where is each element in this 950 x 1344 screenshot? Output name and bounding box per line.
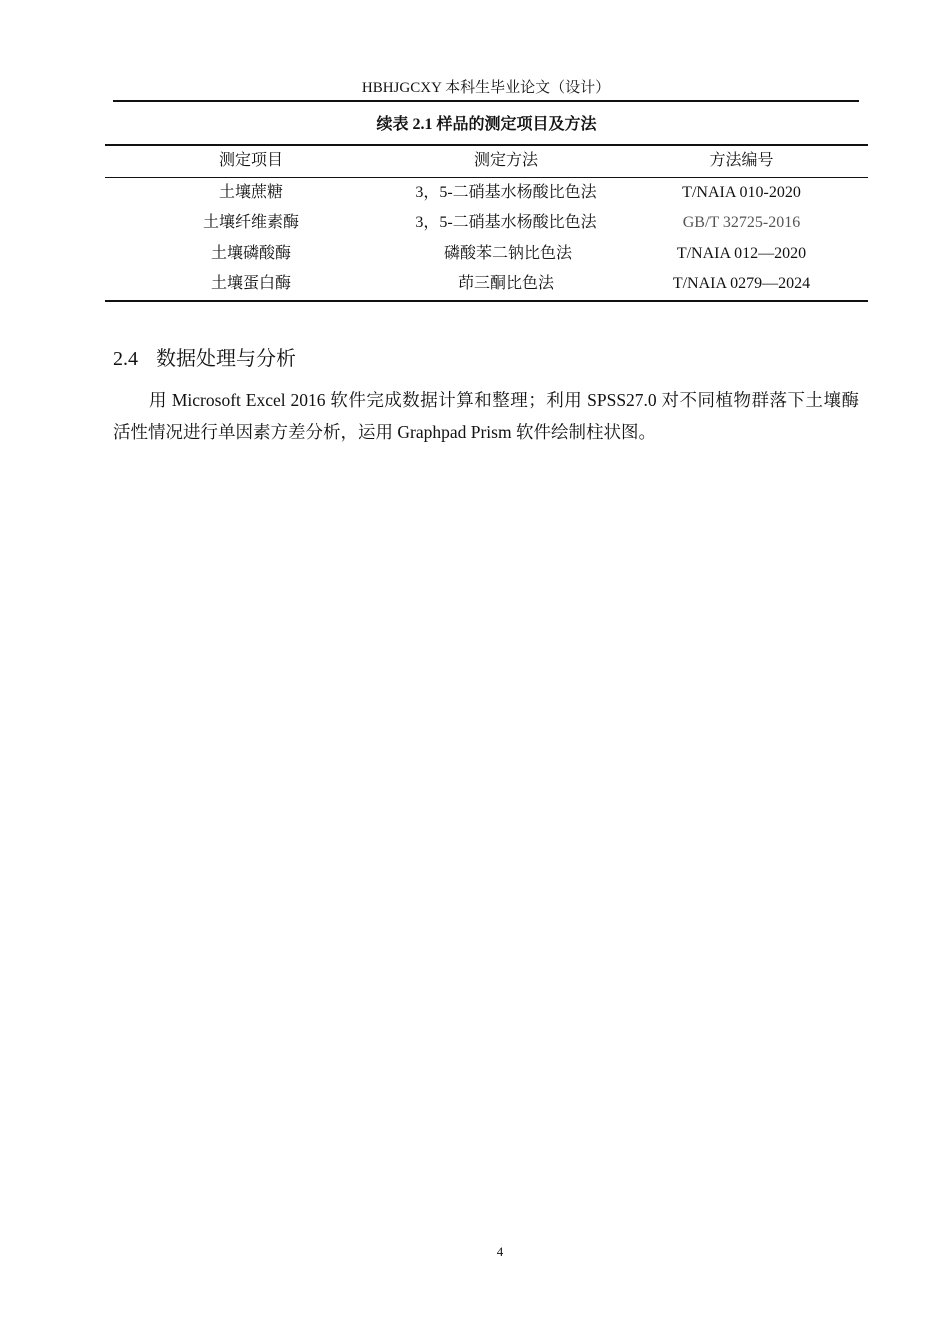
header-rule	[113, 100, 859, 102]
section-heading	[113, 342, 296, 374]
cell-item: 土壤蔗糖	[218, 183, 283, 201]
cell-item: 土壤纤维素酶	[202, 214, 299, 232]
running-header: HBHJGCXY 本科生毕业论文（设计）	[361, 80, 611, 96]
column-header-method: 测定方法	[473, 152, 538, 170]
table-row	[105, 239, 868, 270]
cell-code: T/NAIA 0279—2024	[672, 275, 811, 293]
methods-table	[105, 144, 868, 302]
table-row	[105, 208, 868, 239]
body-paragraph: 用 Microsoft Excel 2016 软件完成数据计算和整理；利用 SPSS27.0 对不同植物群落下土壤酶活性情况进行单因素方差分析，运用 Graphpad Prism 软件绘制柱状图。	[113, 390, 859, 442]
table-row	[105, 177, 868, 208]
table-caption: 续表 2.1 样品的测定项目及方法	[376, 116, 597, 133]
cell-method: 3，5-二硝基水杨酸比色法	[415, 183, 597, 201]
column-header-item: 测定项目	[218, 152, 283, 170]
page-number: 4	[496, 1244, 504, 1259]
cell-code: T/NAIA 010-2020	[682, 183, 801, 201]
column-header-code: 方法编号	[709, 152, 774, 170]
table-header-row	[105, 145, 868, 177]
cell-method: 磷酸苯二钠比色法	[443, 244, 572, 262]
cell-method: 3，5-二硝基水杨酸比色法	[415, 214, 597, 232]
cell-method: 茚三酮比色法	[457, 275, 554, 293]
cell-item: 土壤磷酸酶	[210, 244, 291, 262]
cell-code: T/NAIA 012—2020	[676, 244, 807, 262]
section-title-text: 数据处理与分析	[156, 346, 296, 370]
table-row	[105, 269, 868, 301]
cell-item: 土壤蛋白酶	[210, 275, 291, 293]
section-number: 2.4	[113, 348, 138, 370]
cell-code: GB/T 32725-2016	[682, 214, 801, 232]
